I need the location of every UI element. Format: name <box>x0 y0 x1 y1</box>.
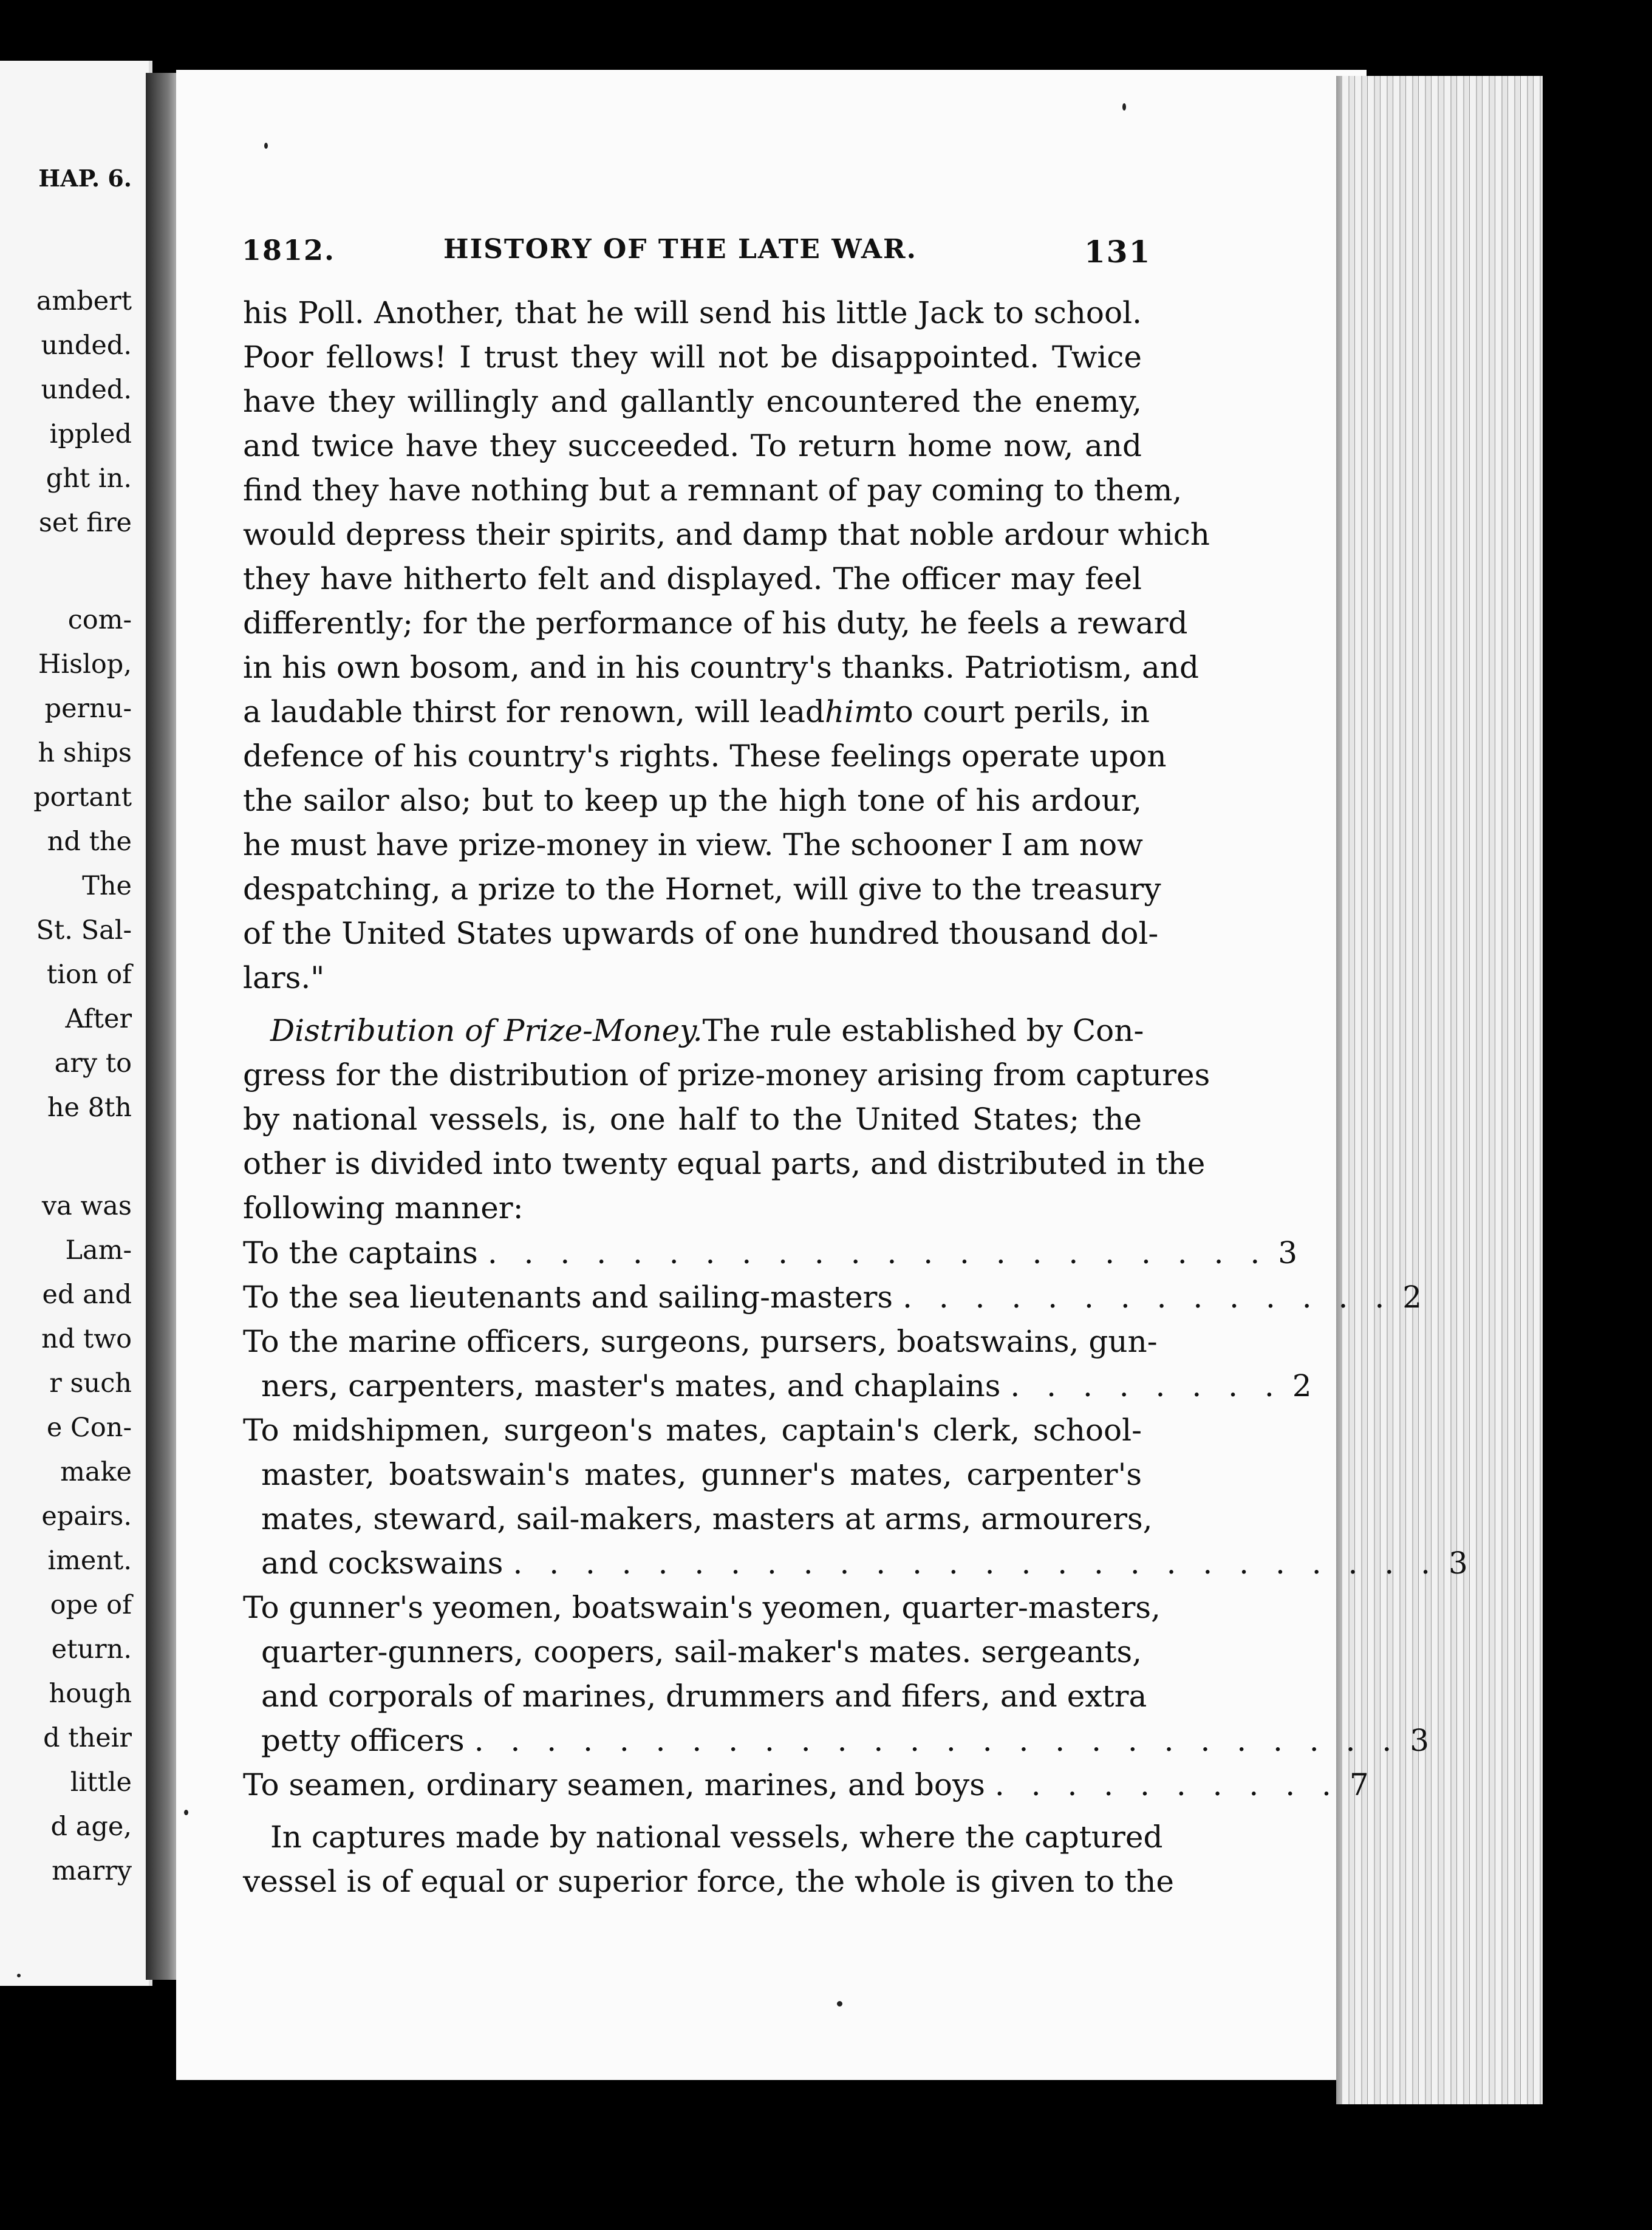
distribution-row <box>243 1280 1422 1315</box>
left-page-line: portant <box>33 782 132 813</box>
distribution-label: To seamen, ordinary seamen, marines, and boys <box>243 1767 985 1802</box>
distribution-share: 7 <box>1349 1767 1369 1802</box>
left-page-line: r such <box>49 1368 132 1399</box>
header-year: 1812. <box>242 234 336 267</box>
distribution-label: mates, steward, sail-makers, masters at arms, armourers, <box>261 1501 1153 1536</box>
distribution-label: To the marine officers, surgeons, pursers, boatswains, gun- <box>243 1324 1158 1359</box>
book-fore-edge <box>1342 76 1543 2104</box>
left-page-line: ope of <box>50 1590 132 1620</box>
distribution-label: To the captains <box>243 1235 478 1270</box>
distribution-label: petty officers <box>261 1723 465 1758</box>
left-page-line: h ships <box>38 738 132 768</box>
distribution-row <box>243 1767 1369 1802</box>
leader-dots: . . . . . . . . <box>1010 1368 1283 1403</box>
left-page-line: va was <box>41 1191 132 1221</box>
body-line: in his own bosom, and in his country's thanks. Patriotism, and <box>243 650 1199 685</box>
left-page-line: he 8th <box>47 1093 132 1123</box>
body-line: defence of his country's rights. These feelings operate upon <box>243 738 1167 774</box>
leader-dots: . . . . . . . . . . . . . . <box>903 1280 1393 1315</box>
distribution-row <box>243 1235 1298 1270</box>
left-page-header: HAP. 6. <box>38 165 132 192</box>
left-page-line: St. Sal- <box>36 915 132 946</box>
distribution-label: To the sea lieutenants and sailing-masters <box>243 1280 893 1315</box>
left-page-line: marry <box>52 1856 132 1886</box>
left-page-line: eturn. <box>51 1634 132 1665</box>
body-line: would depress their spirits, and damp that noble ardour which <box>243 517 1210 552</box>
left-page-line: hough <box>49 1679 132 1709</box>
emphasis-text: him <box>824 694 883 729</box>
body-line: lars." <box>243 960 325 995</box>
body-line: he must have prize-money in view. The schooner I am now <box>243 827 1143 862</box>
left-page-line: set fire <box>38 508 132 538</box>
ink-speck <box>264 143 268 149</box>
body-line: gress for the distribution of prize-money arising from captures <box>243 1057 1210 1093</box>
distribution-share: 3 <box>1410 1723 1430 1758</box>
section-heading: Distribution of Prize-Money. <box>270 1013 703 1048</box>
body-line: have they willingly and gallantly encountered the enemy, <box>243 384 1142 419</box>
left-page-line: unded. <box>41 375 132 405</box>
distribution-share: 3 <box>1449 1546 1468 1581</box>
left-page-line: ght in. <box>46 463 132 494</box>
running-title: HISTORY OF THE LATE WAR. <box>443 234 917 265</box>
left-page-line: tion of <box>46 960 132 990</box>
body-line: Poor fellows! I trust they will not be disappointed. Twice <box>243 339 1142 375</box>
left-page-line: Hislop, <box>38 649 132 680</box>
left-page-line: unded. <box>41 330 132 361</box>
left-page-line: little <box>70 1767 132 1798</box>
body-line <box>243 694 1150 729</box>
distribution-label: To midshipmen, surgeon's mates, captain's clerk, school- <box>243 1413 1142 1448</box>
body-text: The rule established by Con- <box>702 1013 1144 1048</box>
left-page-line: d age, <box>50 1812 132 1842</box>
distribution-share: 2 <box>1402 1280 1422 1315</box>
distribution-row <box>261 1368 1312 1403</box>
body-line: following manner: <box>243 1190 524 1226</box>
distribution-row <box>261 1546 1468 1581</box>
body-line: his Poll. Another, that he will send his little Jack to school. <box>243 295 1142 330</box>
body-line: the sailor also; but to keep up the high tone of his ardour, <box>243 783 1142 818</box>
left-page-line: nd the <box>47 827 132 857</box>
body-line: find they have nothing but a remnant of pay coming to them, <box>243 472 1183 508</box>
left-page-line: pernu- <box>44 694 132 724</box>
left-page-line: make <box>60 1457 132 1487</box>
distribution-share: 3 <box>1278 1235 1298 1270</box>
body-line: of the United States upwards of one hundred thousand dol- <box>243 916 1159 951</box>
body-line: despatching, a prize to the Hornet, will give to the treasury <box>243 871 1161 907</box>
distribution-label: and cockswains <box>261 1546 503 1581</box>
left-page-line: ed and <box>42 1280 132 1310</box>
body-line: they have hitherto felt and displayed. The officer may feel <box>243 561 1142 596</box>
left-page-line: iment. <box>47 1546 132 1576</box>
ink-speck <box>837 2001 842 2007</box>
body-text: to court perils, in <box>882 694 1150 729</box>
body-line: and twice have they succeeded. To return home now, and <box>243 428 1142 463</box>
distribution-label: To gunner's yeomen, boatswain's yeomen, quarter-masters, <box>243 1590 1161 1625</box>
left-page-fragment <box>0 61 152 1986</box>
leader-dots: . . . . . . . . . . . . . . . . . . . . . . <box>487 1235 1269 1270</box>
left-page-line: epairs. <box>41 1501 132 1532</box>
leader-dots: . . . . . . . . . . . . . . . . . . . . . . . . . . <box>513 1546 1439 1581</box>
distribution-share: 2 <box>1292 1368 1312 1403</box>
ink-speck <box>17 1974 21 1977</box>
body-line: other is divided into twenty equal parts, and distributed in the <box>243 1146 1206 1181</box>
left-page-line: ambert <box>36 286 132 316</box>
ink-speck <box>184 1810 188 1815</box>
body-line: by national vessels, is, one half to the United States; the <box>243 1102 1142 1137</box>
ink-speck <box>1122 103 1126 111</box>
left-page-line: ippled <box>49 419 132 449</box>
distribution-row <box>261 1723 1430 1758</box>
body-line: vessel is of equal or superior force, the whole is given to the <box>243 1864 1175 1899</box>
distribution-label: and corporals of marines, drummers and fifers, and extra <box>261 1679 1147 1714</box>
left-page-line: d their <box>43 1723 132 1753</box>
leader-dots: . . . . . . . . . . . . . . . . . . . . . . . . . . <box>474 1723 1401 1758</box>
left-page-line: ary to <box>54 1048 132 1079</box>
body-line: differently; for the performance of his duty, he feels a reward <box>243 605 1188 641</box>
leader-dots: . . . . . . . . . . <box>994 1767 1340 1802</box>
page-number: 131 <box>1084 234 1152 270</box>
body-line: In captures made by national vessels, where the captured <box>270 1819 1163 1855</box>
body-text: a laudable thirst for renown, will lead <box>243 694 825 729</box>
distribution-label: master, boatswain's mates, gunner's mates, carpenter's <box>261 1457 1142 1492</box>
distribution-label: quarter-gunners, coopers, sail-maker's mates. sergeants, <box>261 1634 1142 1669</box>
body-line <box>270 1015 1142 1046</box>
left-page-line: After <box>65 1004 132 1034</box>
left-page-line: The <box>82 871 132 901</box>
left-page-line: e Con- <box>46 1413 132 1443</box>
left-page-line: com- <box>67 605 132 635</box>
left-page-line: nd two <box>41 1324 132 1354</box>
left-page-line: Lam- <box>65 1235 132 1266</box>
distribution-label: ners, carpenters, master's mates, and chaplains <box>261 1368 1001 1403</box>
